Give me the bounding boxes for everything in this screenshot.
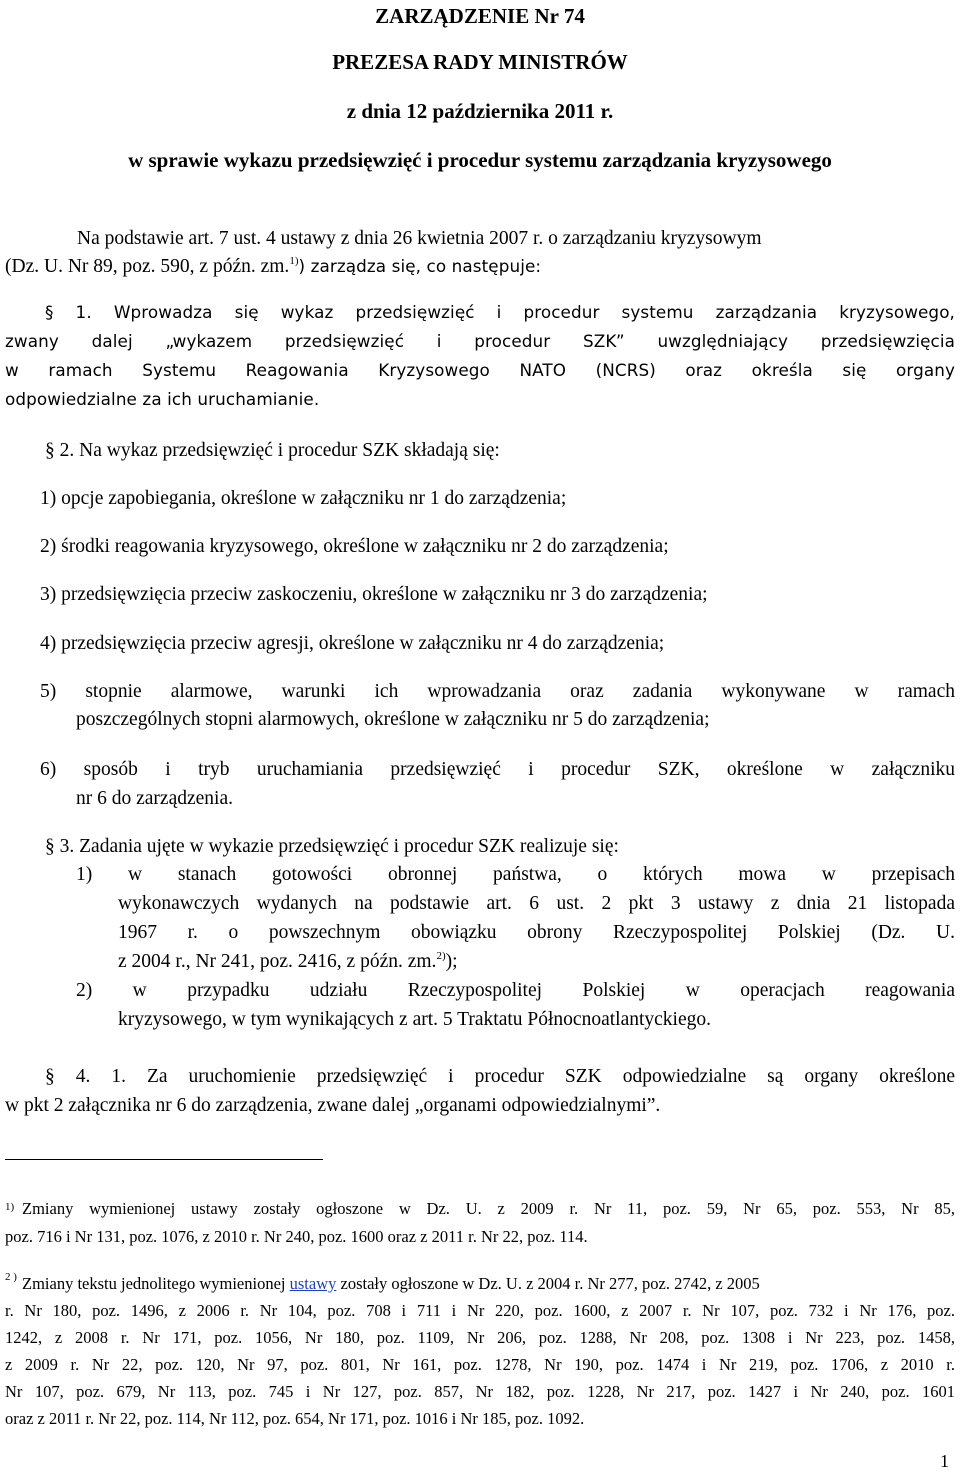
footnote-1-line: Zmiany wymienionej ustawy zostały ogłoszone w Dz. U. z 2009 r. Nr 11, poz. 59, Nr 65, poz. 553, Nr 85, <box>22 1199 955 1218</box>
section-1-line: w ramach Systemu Reagowania Kryzysowego NATO (NCRS) oraz określa się organy <box>5 360 955 380</box>
list-item: 1) w stanach gotowości obronnej państwa, o których mowa w przepisach <box>76 864 955 885</box>
preamble-line-2: (Dz. U. Nr 89, poz. 590, z późn. zm.$^{1)}$) zarządza się, co następuje: <box>5 255 542 277</box>
footnote-1-mark: 1) <box>5 1201 15 1213</box>
list-item: 1) opcje zapobiegania, określone w załączniku nr 1 do zarządzenia; <box>40 488 567 509</box>
list-item: 2) w przypadku udziału Rzeczypospolitej Polskiej w operacjach reagowania <box>76 980 955 1001</box>
footnote-ref-2[interactable]: 2) <box>436 950 446 962</box>
footnote-2-line: oraz z 2011 r. Nr 22, poz. 114, Nr 112, poz. 654, Nr 171, poz. 1016 i Nr 185, poz. 1092. <box>5 1409 585 1428</box>
section-4-line: § 4. 1. Za uruchomienie przedsięwzięć i procedur SZK odpowiedzialne są organy określone <box>45 1066 955 1087</box>
footnote-1-line: poz. 716 i Nr 131, poz. 1076, z 2010 r. Nr 240, poz. 1600 oraz z 2011 r. Nr 22, poz. 114. <box>5 1227 588 1246</box>
page-number: 1 <box>940 1451 949 1471</box>
footnote-2-line: z 2009 r. Nr 22, poz. 120, Nr 97, poz. 801, Nr 161, poz. 1278, Nr 190, poz. 1474 i Nr 219, poz. 1706, z 2010 r. <box>5 1355 955 1374</box>
section-1-line: § 1. Wprowadza się wykaz przedsięwzięć i procedur systemu zarządzania kryzysowego, <box>45 302 955 322</box>
list-item: 2) środki reagowania kryzysowego, określone w załączniku nr 2 do zarządzenia; <box>40 536 669 557</box>
footnote-2-mark: 2 ) <box>5 1271 17 1283</box>
footnote-ref-1[interactable]: 1) <box>289 255 299 267</box>
footnote-2-line: 1242, z 2008 r. Nr 171, poz. 1056, Nr 180, poz. 1109, Nr 206, poz. 1288, Nr 208, poz. 1308 i Nr 223, poz. 1458, <box>5 1328 955 1347</box>
list-item-continuation: nr 6 do zarządzenia. <box>76 788 233 809</box>
footnote-separator <box>5 1159 323 1160</box>
preamble-line-1: Na podstawie art. 7 ust. 4 ustawy z dnia 26 kwietnia 2007 r. o zarządzaniu kryzysowym <box>77 228 762 249</box>
ustawy-link[interactable]: ustawy <box>289 1274 337 1293</box>
list-item: 4) przedsięwzięcia przeciw agresji, określone w załączniku nr 4 do zarządzenia; <box>40 633 665 654</box>
list-item: 3) przedsięwzięcia przeciw zaskoczeniu, określone w załączniku nr 3 do zarządzenia; <box>40 584 708 605</box>
footnote-2-line: r. Nr 180, poz. 1496, z 2006 r. Nr 104, poz. 708 i 711 i Nr 220, poz. 1600, z 2007 r. Nr 107, poz. 732 i Nr 176, poz. <box>5 1301 955 1320</box>
document-issuer: PREZESA RADY MINISTRÓW <box>332 50 628 74</box>
list-item: 5) stopnie alarmowe, warunki ich wprowadzania oraz zadania wykonywane w ramach <box>40 681 955 702</box>
footnote-2-line: Zmiany tekstu jednolitego wymienionej ustawy zostały ogłoszone w Dz. U. z 2004 r. Nr 277, poz. 2742, z 2005 <box>22 1274 760 1293</box>
document-subject: w sprawie wykazu przedsięwzięć i procedur systemu zarządzania kryzysowego <box>128 148 832 172</box>
list-item-continuation: wykonawczych wydanych na podstawie art. 6 ust. 2 pkt 3 ustawy z dnia 21 listopada <box>118 893 955 914</box>
section-2-intro: § 2. Na wykaz przedsięwzięć i procedur SZK składają się: <box>45 440 500 461</box>
footnote-2-line: Nr 107, poz. 679, Nr 113, poz. 745 i Nr 127, poz. 857, Nr 182, poz. 1228, Nr 217, poz. 1427 i Nr 240, poz. 1601 <box>5 1382 955 1401</box>
section-3-intro: § 3. Zadania ujęte w wykazie przedsięwzięć i procedur SZK realizuje się: <box>45 836 619 857</box>
list-item-continuation: poszczególnych stopni alarmowych, określone w załączniku nr 5 do zarządzenia; <box>76 709 710 730</box>
list-item: 6) sposób i tryb uruchamiania przedsięwzięć i procedur SZK, określone w załączniku <box>40 759 955 780</box>
section-4-line: w pkt 2 załącznika nr 6 do zarządzenia, zwane dalej „organami odpowiedzialnymi”. <box>5 1095 661 1116</box>
document-title: ZARZĄDZENIE Nr 74 <box>375 4 585 28</box>
list-item-continuation: z 2004 r., Nr 241, poz. 2416, z późn. zm.$^{2)}$); <box>118 950 458 972</box>
section-1-line: odpowiedzialne za ich uruchamianie. <box>5 389 320 409</box>
list-item-continuation: 1967 r. o powszechnym obowiązku obrony Rzeczypospolitej Polskiej (Dz. U. <box>118 922 955 943</box>
section-1-line: zwany dalej „wykazem przedsięwzięć i procedur SZK” uwzględniający przedsięwzięcia <box>5 331 955 351</box>
list-item-continuation: kryzysowego, w tym wynikających z art. 5 Traktatu Północnoatlantyckiego. <box>118 1009 711 1030</box>
document-date: z dnia 12 października 2011 r. <box>346 99 614 123</box>
